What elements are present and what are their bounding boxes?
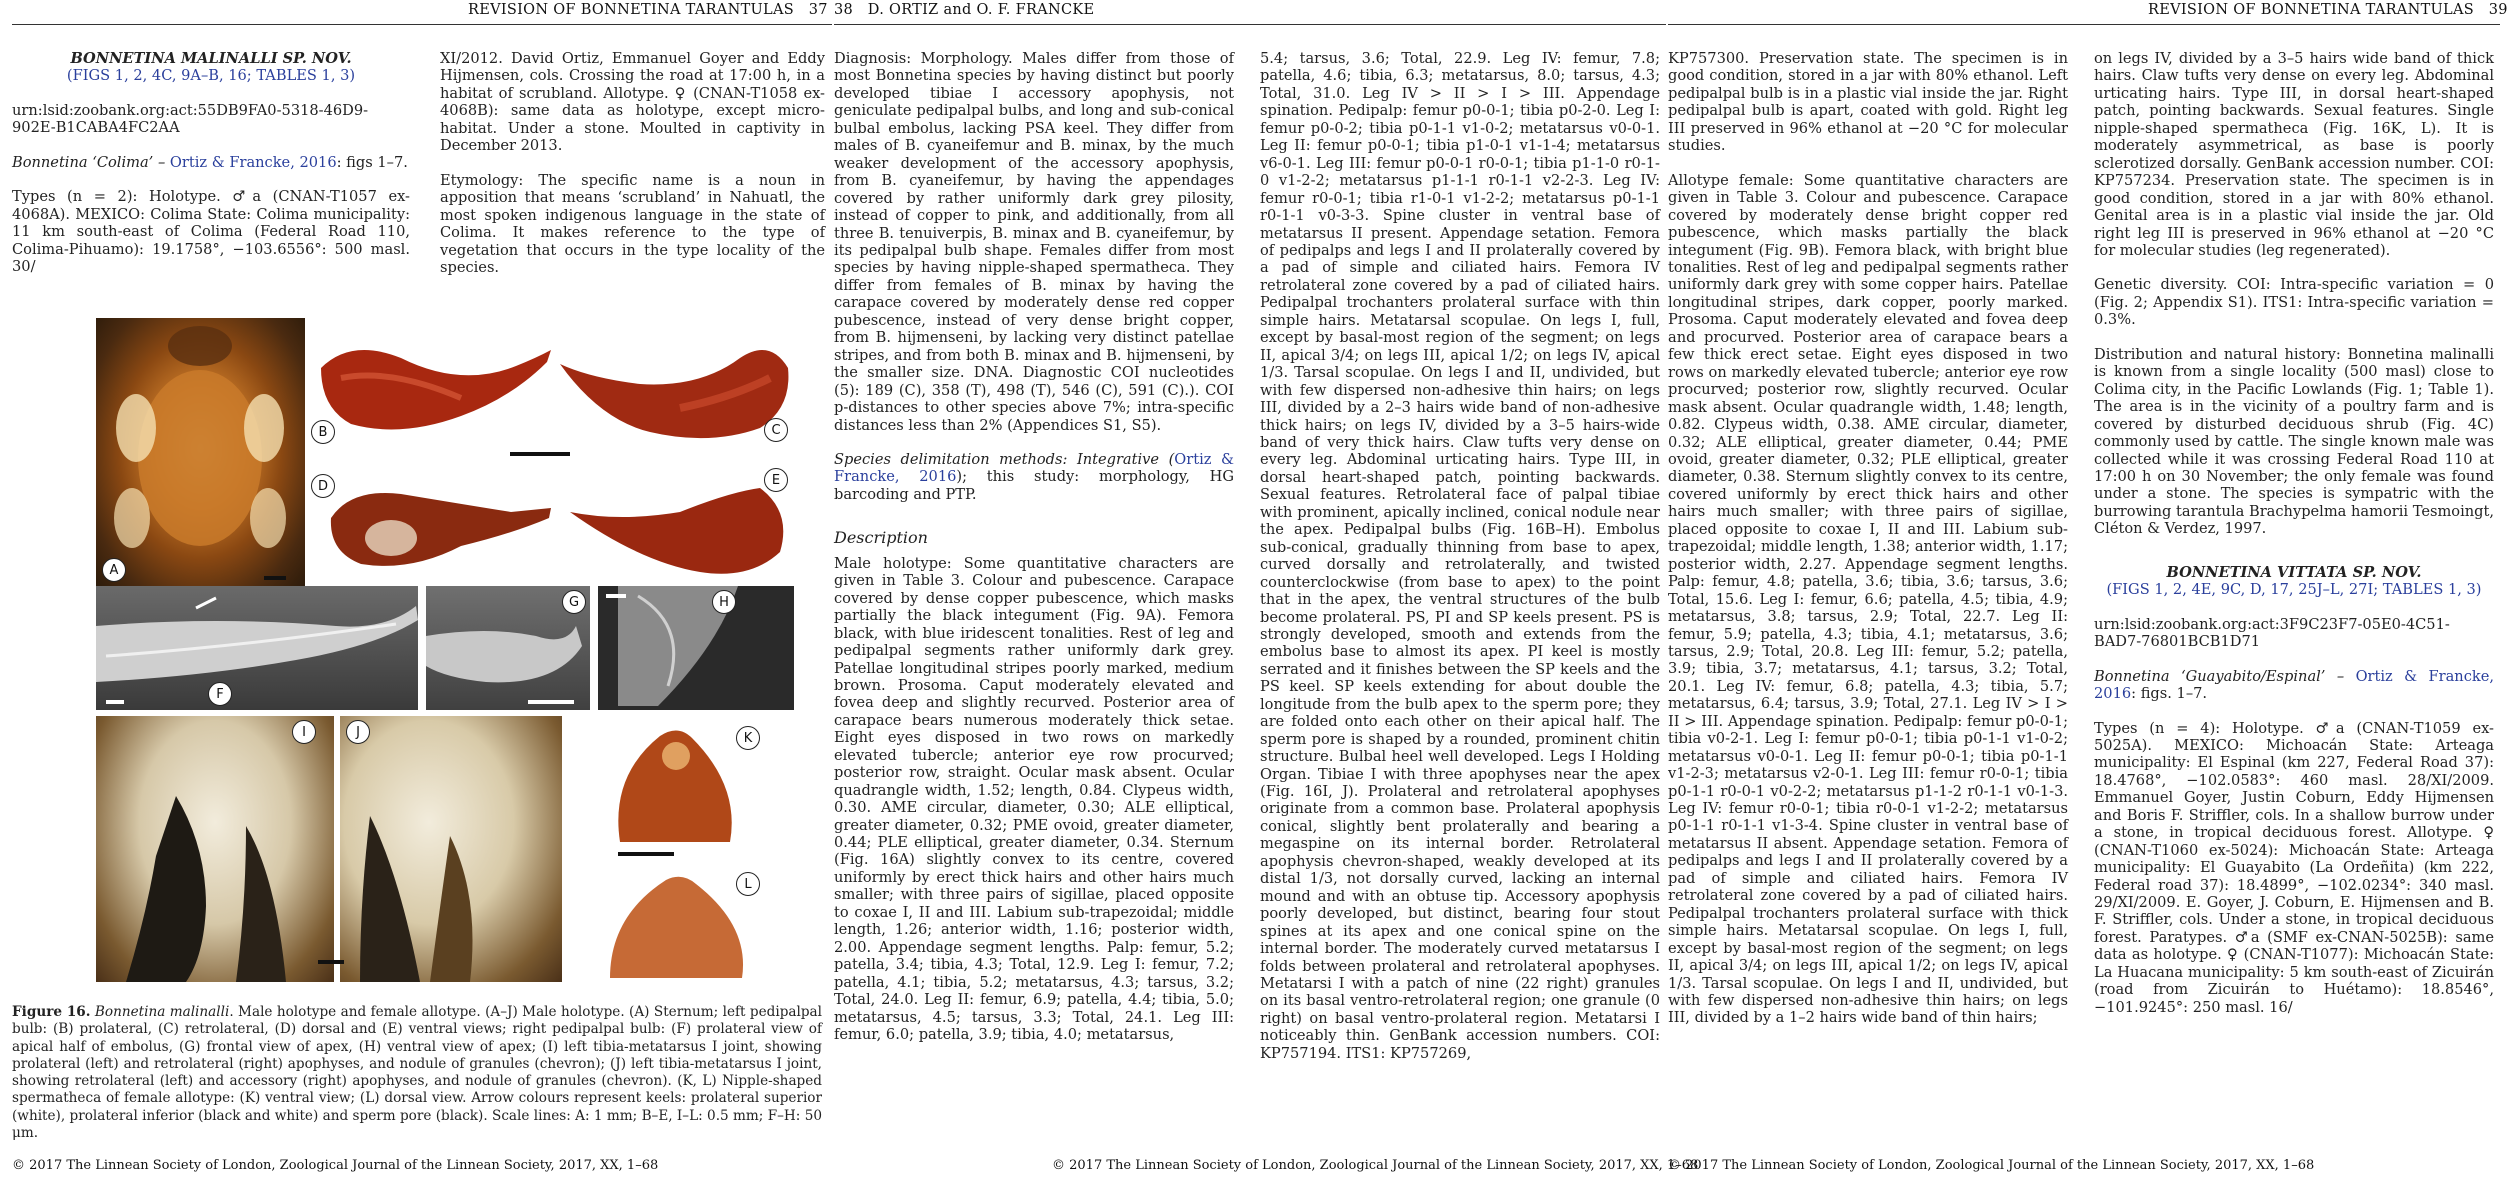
text-column-right <box>1260 50 1660 1062</box>
sternum-illustration <box>96 318 305 590</box>
species-title-vittata: BONNETINA VITTATA SP. NOV. <box>2166 563 2422 581</box>
panel-label-e: E <box>764 468 788 492</box>
figure-16 <box>0 0 832 1000</box>
panel-l-spermatheca-dorsal <box>570 866 794 982</box>
citation-link[interactable]: Ortiz & Francke, 2016 <box>169 153 337 171</box>
panel-i-tibia-metatarsus <box>96 716 334 982</box>
genetic-diversity: Genetic diversity. COI: Intra-specific variation = 0 (Fig. 2; Appendix S1). ITS1: Intra-specific variation = 0.3%. <box>2094 276 2494 329</box>
text-column-left <box>1668 50 2068 1027</box>
panel-label-k: K <box>736 726 760 750</box>
tibia-i-illustration <box>96 716 334 982</box>
spermatheca-l-illustration <box>570 866 794 982</box>
scale-bar-i-j <box>318 960 344 964</box>
spermatheca-k-illustration <box>570 716 794 848</box>
apex-h-illustration <box>598 586 794 710</box>
tibia-j-illustration <box>340 716 562 982</box>
text-column-right <box>2094 50 2494 1016</box>
panel-b-bulb-prolateral <box>311 328 556 454</box>
embolus-f-illustration <box>96 586 418 710</box>
panel-h-apex-ventral <box>598 586 794 710</box>
page-footer: © 2017 The Linnean Society of London, Zoological Journal of the Linnean Society, 2017, XX, 1–68 <box>1668 1158 2315 1173</box>
bulb-c-illustration <box>560 328 794 454</box>
citation-link[interactable]: Ortiz & Francke, 2016 <box>834 450 1234 486</box>
panel-label-g: G <box>562 590 586 614</box>
scale-bar-h <box>606 594 626 598</box>
page-number: 38 <box>834 2 854 18</box>
bulb-b-illustration <box>311 328 556 454</box>
panel-label-f: F <box>208 682 232 706</box>
panel-label-c: C <box>764 418 788 442</box>
species-title: BONNETINA MALINALLI SP. NOV. <box>70 50 352 67</box>
previous-citation: Bonnetina ‘Colima’ – Ortiz & Francke, 2016: figs 1–7. <box>12 153 408 171</box>
running-header: REVISION OF BONNETINA TARANTULAS 39 <box>2148 2 2508 18</box>
text-column-left <box>834 50 1234 1043</box>
scale-bar-b-e <box>510 452 570 456</box>
female-continued: on legs IV, divided by a 3–5 hairs wide band of thick hairs. Claw tufts very dense on every leg. Abdominal urticating hairs. Type III, in dorsal heart-shaped patch, pointing backwards. Sexual features. Single nipple-shaped spermatheca (Fig. 16K, L). It is moderately asymmetrical, as base is poorly sclerotized dorsally. GenBank accession number. COI: KP757234. Preservation state. The specimen is in good condition, stored in a jar with 80% ethanol. Genital area is in a plastic vial inside the jar. Old right leg III is preserved in 96% ethanol at −20 °C for molecular studies (leg regenerated). <box>2094 50 2494 259</box>
zoobank-lsid: urn:lsid:zoobank.org:act:3F9C23F7-05E0-4C51-BAD7-76801BCB1D71 <box>2094 615 2450 651</box>
panel-label-a: A <box>102 558 126 582</box>
page-footer: © 2017 The Linnean Society of London, Zoological Journal of the Linnean Society, 2017, XX, 1–68 <box>12 1158 659 1173</box>
preservation-paragraph: KP757300. Preservation state. The specimen is in good condition, stored in a jar with 80% ethanol. Left pedipalpal bulb is in a plastic vial inside the jar. Right pedipalpal bulb is apart, coated with gold. Right leg III preserved in 96% ethanol at −20 °C for molecular studies. <box>1668 50 2068 155</box>
description-male: Male holotype: Some quantitative characters are given in Table 3. Colour and pubescence. Carapace covered by dense copper pubescence, which masks partially the black integument (Fig. 9A). Femora black, with blue iridescent tonalities. Rest of leg and pedipalpal segments rather uniformly dark grey. Patellae longitudinal stripes poorly marked, medium brown. Prosoma. Caput moderately elevated and fovea deep and slightly recurved. Posterior area of carapace bears numerous moderately thick setae. Eight eyes disposed in two rows on markedly elevated tubercle; anterior eye row procurved; posterior row, straight. Ocular mask absent. Ocular quadrangle width, 1.52; length, 0.84. Clypeus width, 0.30. AME circular, diameter, 0.30; ALE elliptical, greater diameter, 0.32; PME ovoid, greater diameter, 0.44; PLE elliptical, greater diameter, 0.34. Sternum (Fig. 16A) slightly convex to its centre, covered uniformly by erect thick hairs and other hairs much smaller; with three pairs of sigillae, placed opposite to coxae I, II and III. Labium sub-trapezoidal; middle length, 1.26; anterior width, 1.16; posterior width, 2.00. Appendage segment lengths. Palp: femur, 5.2; patella, 3.4; tibia, 4.3; Total, 12.9. Leg I: femur, 7.2; patella, 4.1; tibia, 5.2; metatarsus, 4.3; tarsus, 3.2; Total, 24.0. Leg II: femur, 6.9; patella, 4.4; tibia, 5.0; metatarsus, 4.5; tarsus, 3.3; Total, 24.1. Leg III: femur, 6.0; patella, 3.9; tibia, 4.0; metatarsus, <box>834 554 1234 1044</box>
panel-g-apex-frontal <box>426 586 590 710</box>
species-figure-refs[interactable]: (FIGS 1, 2, 4E, 9C, D, 17, 25J–L, 27I; TABLES 1, 3) <box>2106 581 2482 599</box>
panel-c-bulb-retrolateral <box>560 328 794 454</box>
species-delimitation: Species delimitation methods: Integrative (Ortiz & Francke, 2016); this study: morphology, HG barcoding and PTP. <box>834 450 1234 503</box>
page-number: 39 <box>2488 2 2508 18</box>
panel-label-l: L <box>736 872 760 896</box>
scale-bar-a <box>264 576 286 580</box>
etymology-paragraph: Etymology: The specific name is a noun in apposition that means ‘scrubland’ in Nahuatl, the most spoken indigenous language in the state of Colima. It makes reference to the type of vegetation that occurs in the type locality of the species. <box>440 171 825 276</box>
scale-bar-k-l <box>618 852 674 856</box>
running-header: 38 D. ORTIZ and O. F. FRANCKE <box>834 2 1095 18</box>
description-continued: 5.4; tarsus, 3.6; Total, 22.9. Leg IV: femur, 7.8; patella, 4.6; tibia, 6.3; metatarsus, 8.0; tarsus, 4.3; Total, 31.0. Leg IV > II > I > III. Appendage spination. Pedipalp: femur p0-0-1; tibia p0-2-0. Leg I: femur p0-0-2; tibia p0-1-1 v1-0-2; metatarsus v0-0-1. Leg II: femur p0-0-1; tibia p1-0-1 v1-1-4; metatarsus v6-0-1. Leg III: femur p0-0-1 r0-0-1; tibia p1-1-0 r0-1-0 v1-2-2; metatarsus p1-1-1 r0-1-1 v2-2-3. Leg IV: femur r0-0-1; tibia r1-0-1 v1-2-2; metatarsus p0-1-1 r0-1-1 v0-3-3. Spine cluster in ventral base of metatarsus II present. Appendage setation. Femora of pedipalps and legs I and II prolaterally covered by a pad of simple and ciliated hairs. Femora IV retrolateral zone covered by a pad of ciliated hairs. Pedipalpal trochanters prolateral surface with thin simple hairs. Metatarsal scopulae. On legs I, full, except by basal-most region of the segment; on legs II, apical 3/4; on legs III, apical 1/2; on legs IV, apical 1/3. Tarsal scopulae. On legs I and II, undivided, but with few dispersed non-adhesive thin hairs; on legs III, divided by a 2–3 hairs wide band of non-adhesive thick hairs; on legs IV, divided by a 3–5 hairs-wide band of very thick hairs. Claw tufts very dense on every leg. Abdominal urticating hairs. Type III, in dorsal heart-shaped patch, pointing backwards. Sexual features. Retrolateral face of palpal tibiae with prominent, apically inclined, conical nodule near the apex. Pedipalpal bulbs (Fig. 16B–H). Embolus sub-conical, gradually thinning from base to apex, curved dorsally and retrolaterally, and twisted counterclockwise (from base to apex) to the point that in the apex, the ventral structures of the bulb become prolateral. PS, PI and SP keels present. PS is strongly developed, smooth and extends from the embolus base to almost its apex. PI keel is mostly serrated and it finishes between the SP keels and the PS keel. SP keels extending for about double the longitude from the bulb apex to the sperm pore; they are folded onto each other on their apical half. The sperm pore is shaped by a rounded, prominent chitin structure. Bulbal heel well developed. Legs I Holding Organ. Tibiae I with three apophyses near the apex (Fig. 16I, J). Prolateral and retrolateral apophyses originate from a common base. Prolateral apophysis conical, slightly bent prolaterally and bearing a megaspine on its internal border. Retrolateral apophysis chevron-shaped, weakly developed at its distal 1/3, not dorsally curved, lacking an internal mound and with an obtuse tip. Accessory apophysis poorly developed, but distinct, bearing four stout spines at its apex and one conical spine on the internal border. The moderately curved metatarsus I folds between prolateral and retrolateral apophyses. Metatarsi I with a patch of nine (22 right) granules on its basal ventro-retrolateral region; one granule (0 right) on basal ventro-prolateral region. Metatarsi I noticeably thin. GenBank accession numbers. COI: KP757194. ITS1: KP757269, <box>1260 50 1660 1062</box>
bulb-e-illustration <box>560 462 794 582</box>
panel-k-spermatheca-ventral <box>570 716 794 848</box>
panel-label-b: B <box>311 420 335 444</box>
figure-caption: Figure 16. Bonnetina malinalli. Male holotype and female allotype. (A–J) Male holotype. (A) Sternum; left pedipalpal bulb: (B) prolateral, (C) retrolateral, (D) dorsal and (E) ventral views; right pedipalpal bulb: (F) prolateral view of apical half of embolus, (G) frontal view of apex, (H) ventral view of apex; (I) left tibia-metatarsus I joint, showing prolateral (left) and retrolateral (right) apophyses, and nodule of granules (chevron); (J) left tibia-metatarsus I joint, showing retrolateral (left) and accessory (right) apophyses, and nodule of granules (chevron). (K, L) Nipple-shaped spermatheca of female allotype: (K) ventral view; (L) dorsal view. Arrow colours represent keels: prolateral superior (white), prolateral inferior (black and white) and sperm pore (black). Scale lines: A: 1 mm; B–E, I–L: 0.5 mm; F–H: 50 μm. <box>12 1004 822 1142</box>
species-figure-refs[interactable]: (FIGS 1, 2, 4C, 9A–B, 16; TABLES 1, 3) <box>66 67 356 85</box>
header-rule <box>1668 24 2500 25</box>
zoobank-lsid: urn:lsid:zoobank.org:act:55DB9FA0-5318-46D9-902E-B1CABA4FC2AA <box>12 101 369 137</box>
previous-citation: Bonnetina ‘Guayabito/Espinal’ – Ortiz & Francke, 2016: figs. 1–7. <box>2094 667 2494 703</box>
panel-e-bulb-ventral <box>560 462 794 582</box>
running-header: REVISION OF BONNETINA TARANTULAS 37 <box>468 2 828 18</box>
page-38 <box>834 0 1699 1180</box>
bulb-d-illustration <box>311 468 556 580</box>
panel-label-i: I <box>292 720 316 744</box>
section-heading-description: Description <box>834 528 928 548</box>
panel-f-embolus-sem <box>96 586 418 710</box>
description-female: Allotype female: Some quantitative characters are given in Table 3. Colour and pubescence. Carapace covered by moderately dense bright copper red pubescence, which masks partially the black integument (Fig. 9B). Femora black, with bright blue tonalities. Rest of leg and pedipalpal segments rather uniformly dark grey with some copper hairs. Patellae longitudinal stripes, dark copper, poorly marked. Prosoma. Caput moderately elevated and fovea deep and procurved. Posterior area of carapace bears a few thick erect setae. Eight eyes disposed in two rows on markedly elevated tubercle; anterior eye row procurved; posterior row, slightly recurved. Ocular mask absent. Ocular quadrangle width, 1.48; length, 0.82. Clypeus width, 0.38. AME circular, diameter, 0.32; ALE elliptical, greater diameter, 0.44; PME ovoid, greater diameter, 0.32; PLE elliptical, greater diameter, 0.38. Sternum slightly convex to its centre, covered uniformly by erect thick hairs and other hairs much smaller; with three pairs of sigillae, placed opposite to coxae I, II and III. Labium sub-trapezoidal; middle length, 1.38; anterior width, 1.17; posterior width, 2.27. Appendage segment lengths. Palp: femur, 4.8; patella, 3.6; tibia, 3.6; tarsus, 3.6; Total, 15.6. Leg I: femur, 6.6; patella, 4.5; tibia, 4.9; metatarsus, 3.8; tarsus, 2.9; Total, 22.7. Leg II: femur, 5.9; patella, 4.3; tibia, 4.1; metatarsus, 3.6; tarsus, 2.9; Total, 20.8. Leg III: femur, 5.2; patella, 3.9; tibia, 3.7; metatarsus, 4.1; tarsus, 3.2; Total, 20.1. Leg IV: femur, 6.8; patella, 4.3; tibia, 5.7; metatarsus, 6.4; tarsus, 3.9; Total, 27.1. Leg IV > I > II > III. Appendage spination. Pedipalp: femur p0-0-1; tibia v0-2-1. Leg I: femur p0-0-1; tibia p0-1-1 v1-0-2; metatarsus v0-0-1. Leg II: femur p0-0-1; tibia p0-1-1 v1-2-3; metatarsus v2-0-1. Leg III: femur r0-0-1; tibia p0-1-1 r0-0-1 v0-2-2; metatarsus p1-1-2 r0-1-1 v0-1-3. Leg IV: femur r0-0-1; tibia r0-0-1 v1-2-2; metatarsus p0-1-1 r0-1-1 v1-3-4. Spine cluster in ventral base of metatarsus II absent. Appendage setation. Femora of pedipalps and legs I and II prolaterally covered by a pad of simple and ciliated hairs. Femora IV retrolateral zone covered by a pad of ciliated hairs. Pedipalpal trochanters prolateral surface with thick simple hairs. Metatarsal scopulae. On legs I, full, except by basal-most region of the segment; on legs II, apical 3/4; on legs III, apical 1/2; on legs IV, apical 1/3. Tarsal scopulae. On legs I and II, undivided, but with few dispersed non-adhesive thin hairs; on legs III, divided by a 1–2 hairs wide band of thin hairs; <box>1668 171 2068 1027</box>
panel-a-sternum <box>96 318 305 590</box>
panel-label-h: H <box>712 590 736 614</box>
header-rule <box>834 24 1666 25</box>
citation-link[interactable]: Ortiz & Francke, 2016 <box>2094 667 2494 703</box>
panel-label-d: D <box>311 474 335 498</box>
scale-bar-f <box>106 700 124 704</box>
panel-j-tibia-metatarsus <box>340 716 562 982</box>
types-paragraph: Types (n = 4): Holotype. ♂a (CNAN-T1059 ex-5025A). MEXICO: Michoacán State: Arteaga municipality: El Espinal (km 227, Federal Road 37): 18.4768°, −102.0583°: 460 masl. 28/XI/2009. Emmanuel Goyer, Justin Coburn, Eddy Hijmensen and Boris F. Striffler, cols. In a shallow burrow under a stone, in tropical deciduous forest. Allotype. ♀ (CNAN-T1060 ex-5024): Michoacán State: Arteaga municipality: El Guayabito (La Ordeñita) (km 222, Federal road 37): 18.4899°, −102.0234°: 340 masl. 29/XI/2009. E. Goyer, J. Coburn, E. Hijmensen and B. F. Striffler, cols. Under a stone, in tropical deciduous forest. Paratypes. ♂a (SMF ex-CNAN-5025B): same data as holotype. ♀ (CNAN-T1077): Michoacán State: La Huacana municipality: 5 km south-east of Zicuirán (road from Zicuirán to Huétamo): 18.8546°, −101.9245°: 250 masl. 16/ <box>2094 719 2494 1016</box>
panel-label-j: J <box>346 720 370 744</box>
diagnosis-paragraph: Diagnosis: Morphology. Males differ from those of most Bonnetina species by having distinct but poorly developed tibiae I accessory apophysis, not geniculate pedipalpal bulbs, and long and sub-conical bulbal embolus, lacking PSA keel. They differ from males of B. cyaneifemur and B. minax, by the much weaker development of the accessory apophysis, from B. cyaneifemur, by having the appendages covered by rather uniformly dark grey pilosity, instead of copper to pink, and additionally, from all three B. tenuiverpis, B. minax and B. cyaneifemur, by its pedipalpal bulb shape. Females differ from most species by having nipple-shaped spermatheca. They differ from females of B. minax by having the carapace covered by moderately dense red copper pubescence, instead of very dense bright copper, from B. hijmenseni, by lacking very distinct patellae stripes, and from both B. minax and B. hijmenseni, by the smaller size. DNA. Diagnostic COI nucleotides (5): 189 (C), 358 (T), 498 (T), 546 (C), 591 (C).). COI p-distances to other species above 7%; intra-specific distances less than 2% (Appendices S1, S5). <box>834 50 1234 434</box>
page-37 <box>0 0 832 1180</box>
scale-bar-g <box>528 700 574 704</box>
panel-d-bulb-dorsal <box>311 468 556 580</box>
page-footer: © 2017 The Linnean Society of London, Zoological Journal of the Linnean Society, 2017, XX, 1–68 <box>1052 1158 1699 1173</box>
page-number: 37 <box>808 2 828 18</box>
page-39 <box>1668 0 2508 1180</box>
distribution-paragraph: Distribution and natural history: Bonnetina malinalli is known from a single locality (500 masl) close to Colima city, in the Pacific Lowlands (Fig. 1; Table 1). The area is in the vicinity of a poultry farm and is covered by disturbed deciduous shrub (Fig. 4C) commonly used by cattle. The single known male was collected while it was crossing Federal Road 110 at 17:00 h on 30 November; the only female was found under a stone. The species is sympatric with the burrowing tarantula Brachypelma hamorii Tesmoingt, Cléton & Verdez, 1997. <box>2094 345 2494 538</box>
types-continued: XI/2012. David Ortiz, Emmanuel Goyer and Eddy Hijmensen, cols. Crossing the road at 17:00 h, in a habitat of scrubland. Allotype. ♀ (CNAN-T1058 ex-4068B): same data as holotype, except micro-habitat. Under a stone. Moulted in captivity in December 2013. <box>440 50 825 155</box>
types-paragraph: Types (n = 2): Holotype. ♂a (CNAN-T1057 ex-4068A). MEXICO: Colima State: Colima municipality: 11 km south-east of Colima (Federal Road 110, Colima-Pihuamo): 19.1758°, −103.6556°: 500 masl. 30/ <box>12 188 410 276</box>
